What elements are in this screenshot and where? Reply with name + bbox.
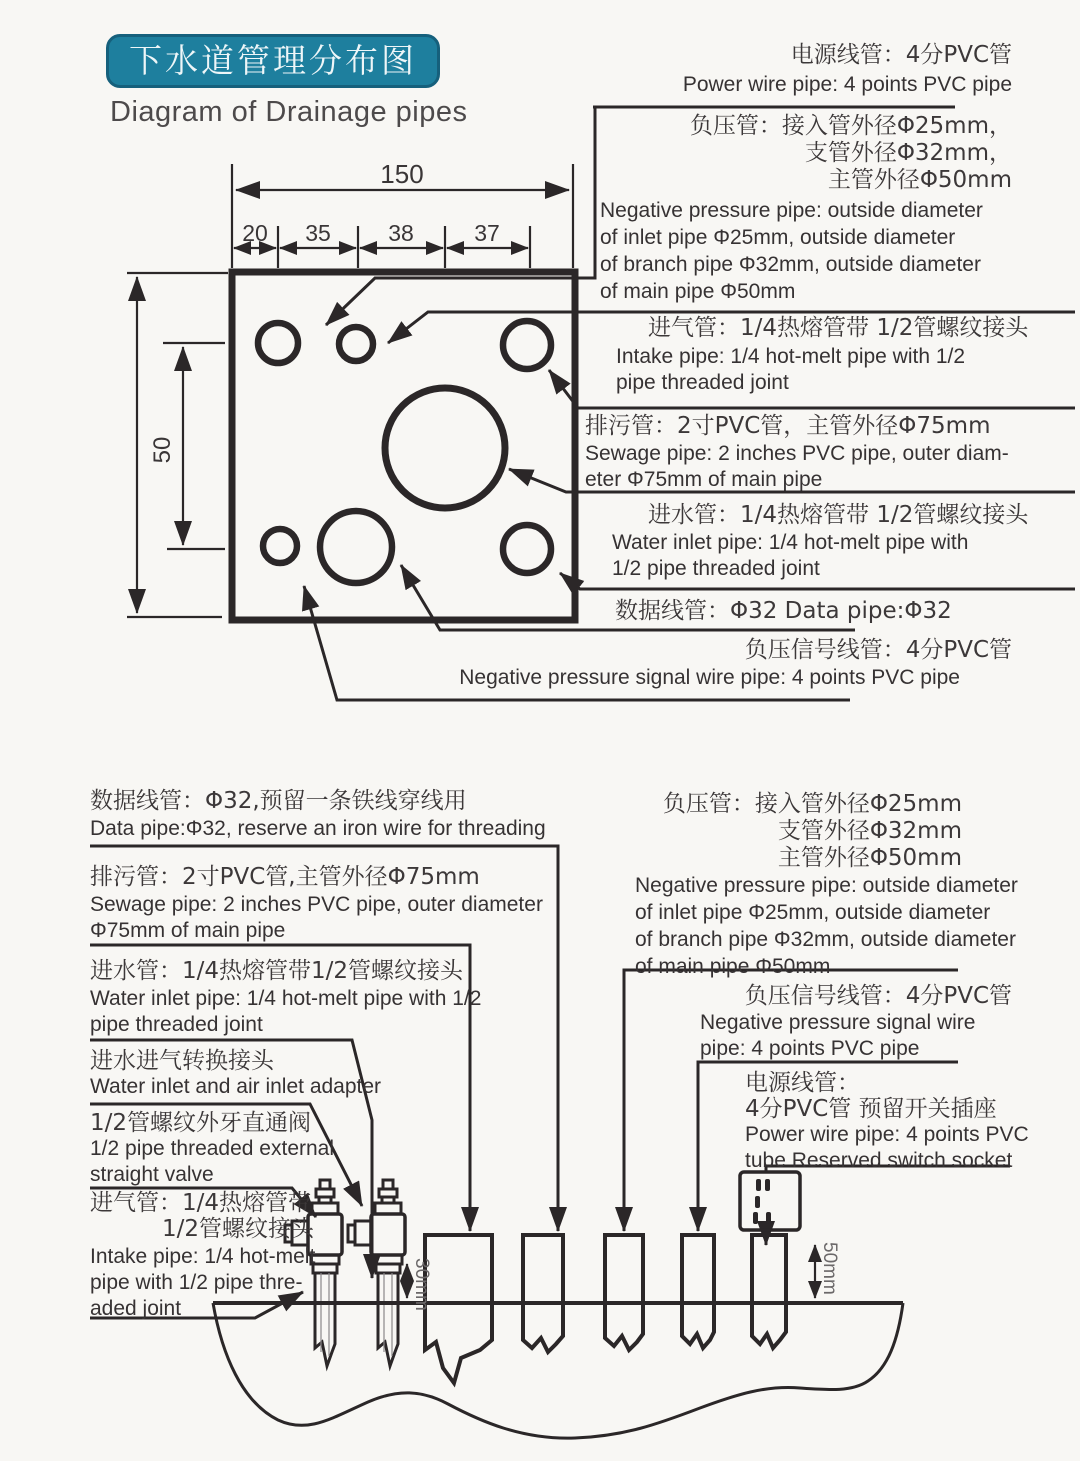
dim-label-38: 38 [388,220,414,246]
annotation-br-negsignal-en: Negative pressure signal wire pipe: 4 points PVC pipe [700,1011,976,1060]
switch-socket-icon [740,1172,800,1230]
dim-height-50 [127,273,228,617]
dim-label-150: 150 [380,159,424,189]
annotation-power-en: Power wire pipe: 4 points PVC pipe [682,73,1012,96]
page-title-badge: 下水道管理分布图 [106,34,440,88]
annotation-br-power-cn2: 4分PVC管 预留开关插座 [745,1096,997,1122]
dim-label-20: 20 [242,220,268,246]
annotation-sewage-en: Sewage pipe: 2 inches PVC pipe, outer diam- eter Φ75mm of main pipe [585,442,1009,491]
pipe-stub-negative-signal [682,1235,714,1348]
dim-label-37: 37 [474,220,500,246]
annotation-bl-adapter-cn: 进水进气转换接头 [90,1048,274,1074]
annotation-br-negpress-cn: 负压管：接入管外径Φ25mm 支管外径Φ32mm 主管外径Φ50mm [662,791,962,871]
hole-top-middle [339,327,373,361]
annotation-bl-intake-en: Intake pipe: 1/4 hot-melt pipe with 1/2 pipe thre- aded joint [90,1245,316,1320]
annotation-bl-sewage-cn: 排污管：2寸PVC管,主管外径Φ75mm [90,864,480,890]
annotation-data-pipe: 数据线管：Φ32 Data pipe:Φ32 [615,598,952,624]
annotation-bl-data-cn: 数据线管：Φ32,预留一条铁线穿线用 [90,788,467,814]
annotation-br-power-cn1: 电源线管： [745,1070,860,1096]
annotation-bl-valve-cn: 1/2管螺纹外牙直通阀 [90,1110,312,1136]
annotation-bl-water-en: Water inlet pipe: 1/4 hot-melt pipe with 1/2 pipe threaded joint [90,987,482,1036]
annotation-intake-cn: 进气管：1/4热熔管带 1/2管螺纹接头 [648,315,1029,341]
pipe-stub-sewage [425,1235,492,1383]
annotation-negative-pressure-en: Negative pressure pipe: outside diameter of inlet pipe Φ25mm, outside diameter of branch pipe Φ32mm, outside diameter of main pipe Φ50mm [600,199,983,303]
annotation-bl-adapter-en: Water inlet and air inlet adapter [90,1075,382,1098]
annotation-bl-sewage-en: Sewage pipe: 2 inches PVC pipe, outer diameter Φ75mm of main pipe [90,893,543,942]
dim-label-50mm: 50mm [819,1242,840,1295]
annotation-br-negpress-en: Negative pressure pipe: outside diameter of inlet pipe Φ25mm, outside diameter of branch pipe Φ32mm, outside diameter of main pipe Φ50mm [635,874,1018,978]
annotation-bl-intake-cn1: 进气管：1/4热熔管带 [90,1190,312,1216]
annotation-bl-water-cn: 进水管：1/4热熔管带1/2管螺纹接头 [90,958,464,984]
hole-sewage-main [385,388,505,508]
annotation-br-power-en: Power wire pipe: 4 points PVC tube Reserved switch socket [745,1123,1029,1172]
leader-negative-pressure [326,107,595,325]
hole-negative-pressure [258,323,298,363]
pipe-stub-power [752,1235,786,1348]
annotation-negative-signal-cn: 负压信号线管：4分PVC管 [744,637,1012,663]
page-subtitle: Diagram of Drainage pipes [110,96,468,128]
annotation-bl-intake-cn2: 1/2管螺纹接头 [162,1216,315,1242]
valve-water-inlet [348,1180,405,1366]
annotation-bl-data-en: Data pipe:Φ32, reserve an iron wire for threading [90,817,546,840]
annotation-water-inlet-cn: 进水管：1/4热熔管带 1/2管螺纹接头 [648,502,1029,528]
pipe-stub-data [523,1235,563,1352]
annotation-br-negsignal-cn: 负压信号线管：4分PVC管 [744,983,1012,1009]
annotation-bl-valve-en: 1/2 pipe threaded external straight valve [90,1137,335,1186]
dim-label-35: 35 [305,220,331,246]
hole-water-inlet [320,511,392,583]
annotation-water-inlet-en: Water inlet pipe: 1/4 hot-melt pipe with 1/2 pipe threaded joint [612,531,969,580]
hole-negative-signal [263,529,297,563]
dim-label-50: 50 [149,436,176,464]
annotation-negative-signal-en: Negative pressure signal wire pipe: 4 points PVC pipe [459,666,960,689]
annotation-negative-pressure-cn: 负压管：接入管外径Φ25mm， 支管外径Φ32mm， 主管外径Φ50mm [689,113,1012,193]
hole-data-pipe [503,525,551,573]
hole-intake [503,321,551,369]
annotation-power-cn: 电源线管：4分PVC管 [790,42,1012,68]
dim-label-30mm: 30mm [411,1258,432,1311]
annotation-intake-en: Intake pipe: 1/4 hot-melt pipe with 1/2 pipe threaded joint [616,345,966,394]
annotation-sewage-cn: 排污管：2寸PVC管，主管外径Φ75mm [585,413,991,439]
pipe-stub-negative-pressure [605,1235,643,1350]
